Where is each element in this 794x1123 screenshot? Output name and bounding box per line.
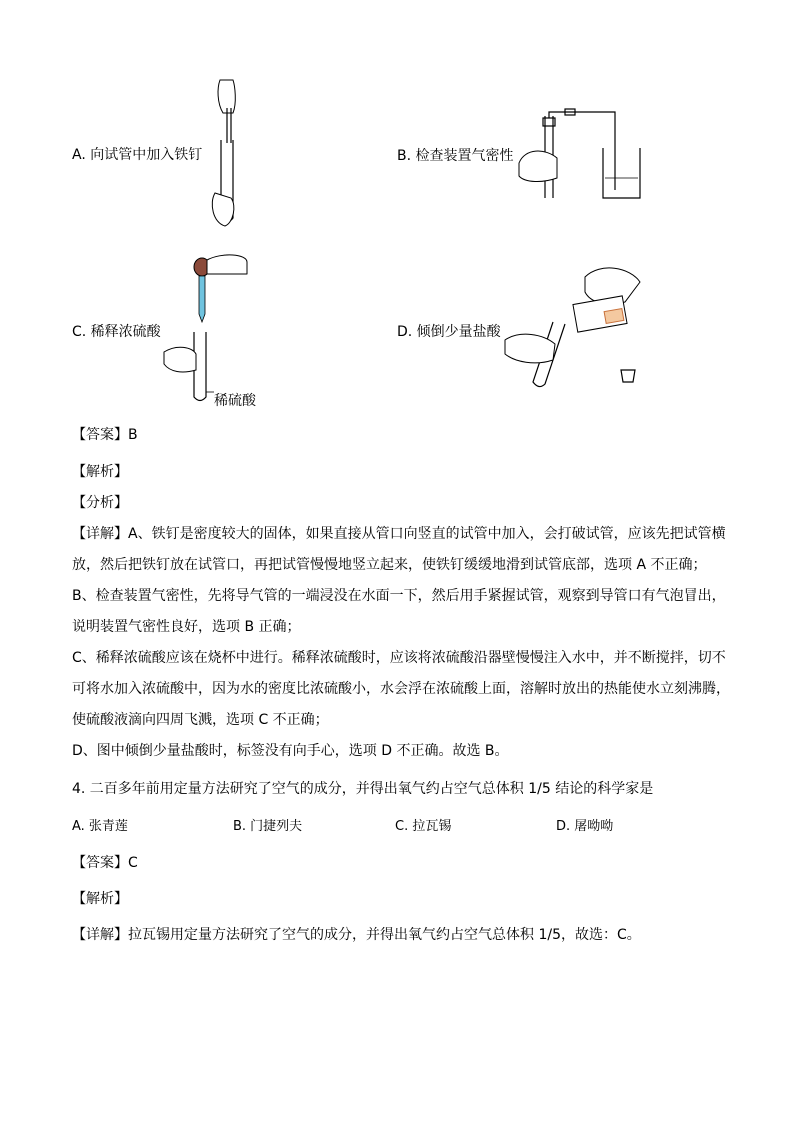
q3-answer: 【答案】B [72,427,138,443]
q4-option-c: C. 拉瓦锡 [395,819,452,834]
q3-detail-line: 放，然后把铁钉放在试管口，再把试管慢慢地竖立起来，使铁钉缓缓地滑到试管底部，选项 A 不正确； [72,557,707,573]
q4-option-d: D. 屠呦呦 [556,819,614,834]
q4-detail: 【详解】拉瓦锡用定量方法研究了空气的成分，并得出氧气约占空气总体积 1/5，故选：C。 [72,927,641,943]
q3-analysis-heading: 【解析】 [72,464,128,480]
q3-detail-line: B、检查装置气密性，先将导气管的一端浸没在水面一下，然后用手紧握试管，观察到导管口有气泡冒出， [72,588,726,604]
figure-d-pour-acid [505,262,645,392]
choice-c-label: C. 稀释浓硫酸 [72,324,161,340]
q4-option-a: A. 张青莲 [72,819,128,834]
q4-analysis-heading: 【解析】 [72,891,128,907]
figure-c-dilute-acid [162,252,252,412]
figure-a-add-nails [205,78,255,238]
q3-detail-line: 说明装置气密性良好，选项 B 正确； [72,619,301,635]
figure-b-airtightness [515,108,645,203]
q3-detail-line: C、稀释浓硫酸应该在烧杯中进行。稀释浓硫酸时，应该将浓硫酸沿器壁慢慢注入水中，并不断搅拌，切不 [72,650,726,666]
choice-d-label: D. 倾倒少量盐酸 [397,324,501,340]
q3-detail-line: 使硫酸液滴向四周飞溅，选项 C 不正确； [72,712,329,728]
q3-fenxi-heading: 【分析】 [72,495,128,511]
q3-detail-line: 【详解】A、铁钉是密度较大的固体，如果直接从管口向竖直的试管中加入，会打破试管，应该先把试管横 [72,526,726,542]
q3-detail [72,519,732,767]
q4-question: 4. 二百多年前用定量方法研究了空气的成分，并得出氧气约占空气总体积 1/5 结论的科学家是 [72,781,654,797]
choice-b-label: B. 检查装置气密性 [397,148,514,164]
q3-detail-line: 可将水加入浓硫酸中，因为水的密度比浓硫酸小，水会浮在浓硫酸上面，溶解时放出的热能使水立刻沸腾， [72,681,730,697]
figure-c-caption: 稀硫酸 [214,393,256,409]
q4-answer: 【答案】C [72,855,138,871]
q4-option-b: B. 门捷列夫 [233,819,303,834]
q3-detail-line: D、图中倾倒少量盐酸时，标签没有向手心，选项 D 不正确。故选 B。 [72,743,509,759]
choice-a-label: A. 向试管中加入铁钉 [72,147,203,163]
